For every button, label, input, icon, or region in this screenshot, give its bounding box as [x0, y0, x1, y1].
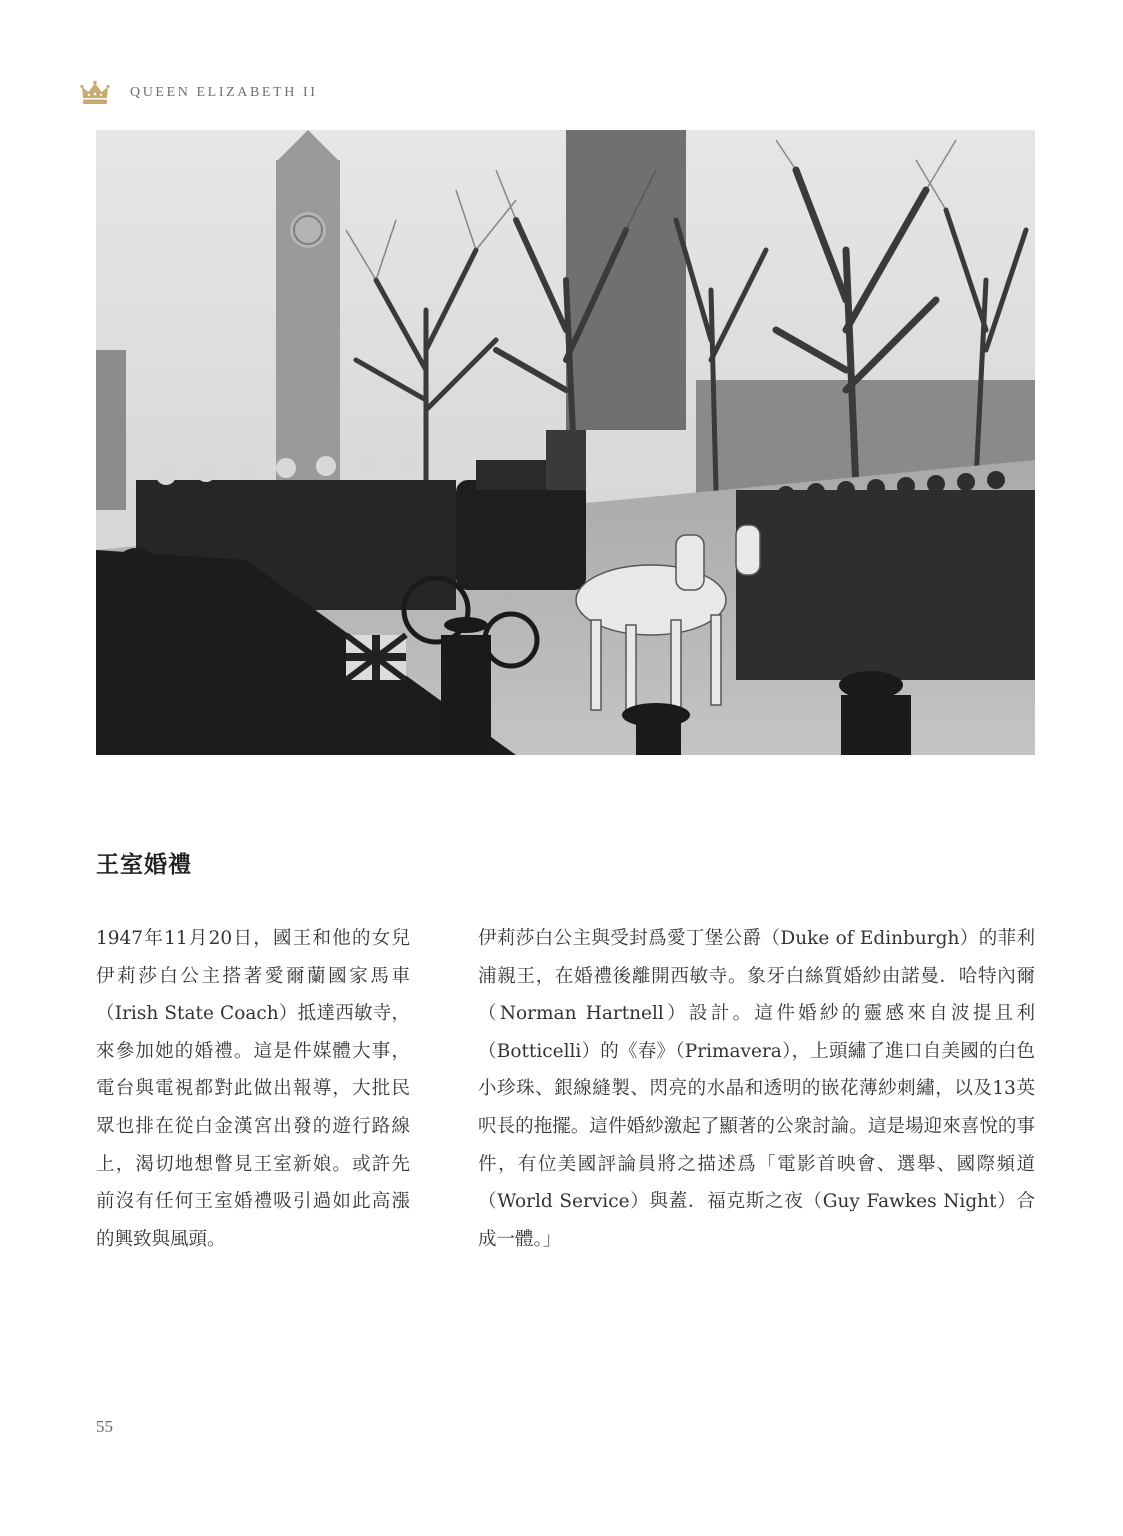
body-paragraph-right: 伊莉莎白公主與受封爲愛丁堡公爵（Duke of Edinburgh）的菲利浦親王，在婚禮後離開西敏寺。象牙白絲質婚紗由諾曼．哈特內爾（Norman Hartnell）設計。這件婚紗的靈感來自波提且利（Botticelli）的《春》（Primavera），上頭繡了進口自美國的白色小珍珠、銀線縫製、閃亮的水晶和透明的嵌花薄紗刺繡，以及13英呎長的拖擺。這件婚紗激起了顯著的公衆討論。這是場迎來喜悅的事件，有位美國評論員將之描述爲「電影首映會、選舉、國際頻道（World Service）與蓋．福克斯之夜（Guy Fawkes Night）合成一體。」	[478, 928, 1035, 1250]
running-header	[80, 78, 318, 108]
running-title: QUEEN ELIZABETH II	[130, 85, 318, 100]
crown-icon	[80, 80, 110, 106]
union-flag	[346, 635, 406, 680]
body-paragraph-left: 1947年11月20日，國王和他的女兒伊莉莎白公主搭著愛爾蘭國家馬車（Irish State Coach）抵達西敏寺，來參加她的婚禮。這是件媒體大事，電台與電視都對此做出報導，大批民眾也排在從白金漢宮出發的遊行路線上，渴切地想瞥見王室新娘。或許先前沒有任何王室婚禮吸引過如此高漲的興致與風頭。	[96, 928, 410, 1250]
page-number: 55	[96, 1417, 113, 1436]
section-title: 王室婚禮	[96, 852, 192, 878]
crowd-right	[736, 471, 1035, 680]
wedding-procession-photo	[96, 130, 1035, 755]
clock-tower	[276, 130, 340, 500]
